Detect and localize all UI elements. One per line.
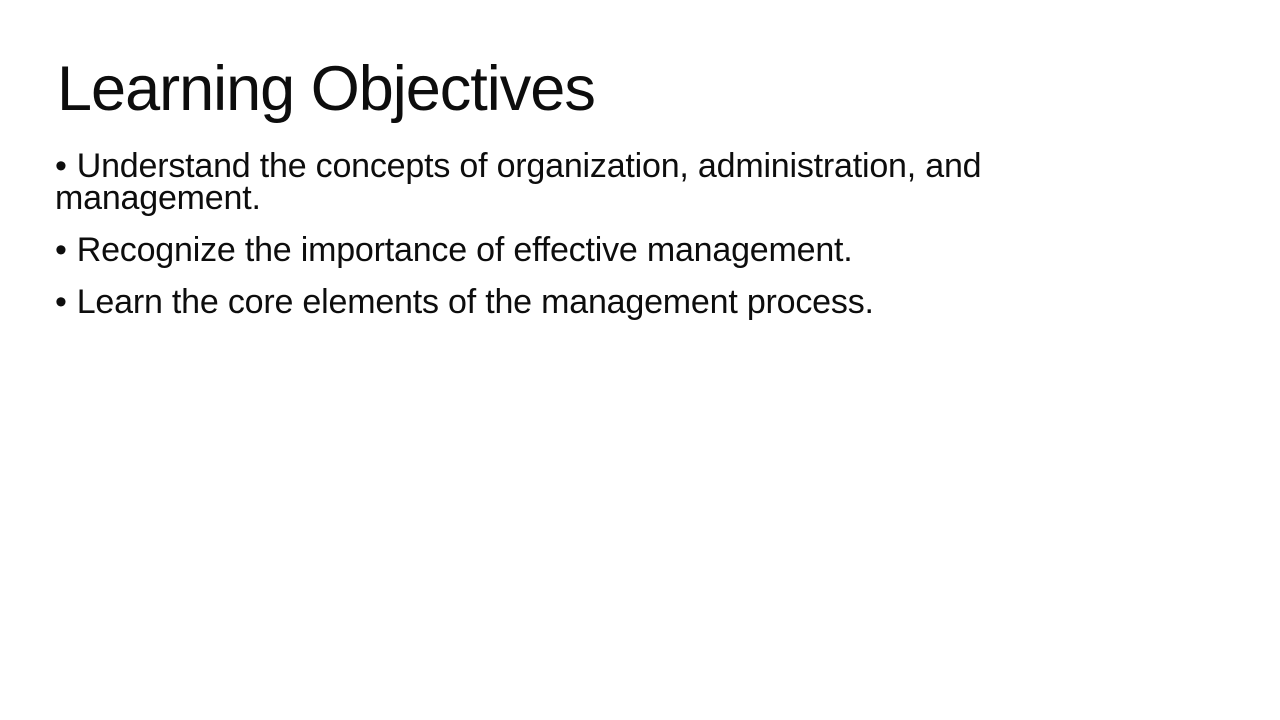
bullet-marker-icon: •	[55, 231, 67, 269]
slide-title: Learning Objectives	[57, 54, 595, 124]
bullet-text: Learn the core elements of the management process.	[76, 283, 874, 321]
bullet-list	[55, 147, 1060, 338]
bullet-marker-icon: •	[55, 147, 67, 185]
bullet-marker-icon: •	[55, 283, 67, 321]
bullet-item	[55, 283, 1060, 321]
bullet-text: Recognize the importance of effective management.	[76, 231, 853, 269]
bullet-item	[55, 231, 1060, 269]
bullet-item	[55, 147, 1060, 217]
bullet-text: Understand the concepts of organization, administration, and management.	[55, 147, 982, 217]
